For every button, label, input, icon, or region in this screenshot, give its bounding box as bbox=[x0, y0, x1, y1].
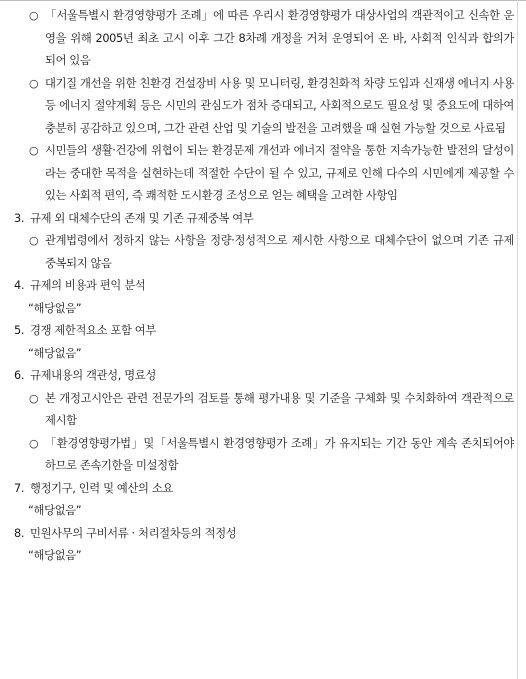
circle-bullet-icon: ○ bbox=[29, 436, 39, 450]
section-heading bbox=[14, 320, 514, 343]
section-heading bbox=[14, 208, 514, 231]
page-right-border bbox=[517, 0, 518, 679]
section-heading bbox=[14, 365, 514, 388]
bullet-paragraph bbox=[14, 230, 514, 275]
circle-bullet-icon: ○ bbox=[29, 144, 39, 157]
paragraph-text: 본 개정고시안은 관련 전문가의 검토를 통해 평가내용 및 기준을 구체화 및 수치화하여 객관적으로 제시함 bbox=[45, 391, 514, 427]
not-applicable-note: “해당없음” bbox=[28, 549, 82, 562]
circle-bullet-icon: ○ bbox=[29, 391, 39, 405]
bullet-paragraph bbox=[14, 433, 514, 478]
paragraph-text: 대기질 개선을 위한 친환경 건설장비 사용 및 모니터링, 환경친화적 차량 도입과 신재생 에너지 사용 등 에너지 절약계획 등은 시민의 관심도가 점차 증대되고, 사회적으로도 필요성 및 중요도에 대하여 충분히 공감하고 있으며, 그간 관련 산업 및 기술의 발전을 고려했을 때 실현 가능할 것으로 사료됨 bbox=[45, 76, 514, 135]
bullet-paragraph bbox=[14, 73, 514, 141]
paragraph-text: 「환경영향평가법」및「서울특별시 환경영향평가 조례」가 유지되는 기간 동안 계속 존치되어야 하므로 존속기한을 미설정함 bbox=[45, 436, 514, 472]
document-body bbox=[14, 5, 514, 568]
not-applicable-note: “해당없음” bbox=[28, 301, 82, 315]
section-number: 6. bbox=[14, 369, 25, 382]
section-number: 5. bbox=[14, 324, 25, 337]
page-top-border bbox=[0, 0, 526, 1]
section-number: 4. bbox=[14, 279, 25, 292]
section-heading bbox=[14, 523, 514, 546]
bullet-paragraph bbox=[14, 388, 514, 433]
section-number: 3. bbox=[14, 211, 25, 225]
not-applicable-note: “해당없음” bbox=[28, 504, 82, 517]
section-title: 경쟁 제한적요소 포함 여부 bbox=[30, 324, 156, 337]
section-title: 규제의 비용과 편익 분석 bbox=[30, 279, 146, 292]
bullet-paragraph bbox=[14, 5, 514, 73]
not-applicable-note: “해당없음” bbox=[28, 346, 82, 360]
section-title: 행정기구, 인력 및 예산의 소요 bbox=[30, 481, 173, 495]
paragraph-text: 관계법령에서 정하지 않는 사항을 정량·정성적으로 제시한 사항으로 대체수단이 없으며 기존 규제 중복되지 않음 bbox=[45, 234, 514, 270]
bullet-paragraph bbox=[14, 140, 514, 208]
circle-bullet-icon: ○ bbox=[29, 234, 39, 247]
circle-bullet-icon: ○ bbox=[29, 9, 39, 22]
section-title: 민원사무의 구비서류 · 처리절차등의 적정성 bbox=[30, 526, 237, 540]
section-title: 규제내용의 객관성, 명료성 bbox=[30, 369, 156, 382]
section-title: 규제 외 대체수단의 존재 및 기존 규제중복 여부 bbox=[30, 211, 254, 225]
paragraph-text: 「서울특별시 환경영향평가 조례」에 따른 우리시 환경영향평가 대상사업의 객관적이고 신속한 운영을 위해 2005년 최초 고시 이후 그간 8차례 개정을 거쳐 운영되어 온 바, 사회적 인식과 합의가 되어 있음 bbox=[45, 9, 514, 67]
section-number: 7. bbox=[14, 481, 25, 495]
circle-bullet-icon: ○ bbox=[29, 76, 39, 90]
section-number: 8. bbox=[14, 526, 25, 540]
section-heading bbox=[14, 478, 514, 501]
paragraph-text: 시민들의 생활·건강에 위협이 되는 환경문제 개선과 에너지 절약을 통한 지속가능한 발전의 달성이라는 중대한 목적을 실현하는데 적절한 수단이 될 수 있고, 규제로 인해 다수의 시민에게 제공할 수 있는 사회적 편익, 즉 쾌적한 도시환경 조성으로 얻는 혜택을 고려한 사항임 bbox=[45, 144, 514, 202]
section-heading bbox=[14, 275, 514, 298]
